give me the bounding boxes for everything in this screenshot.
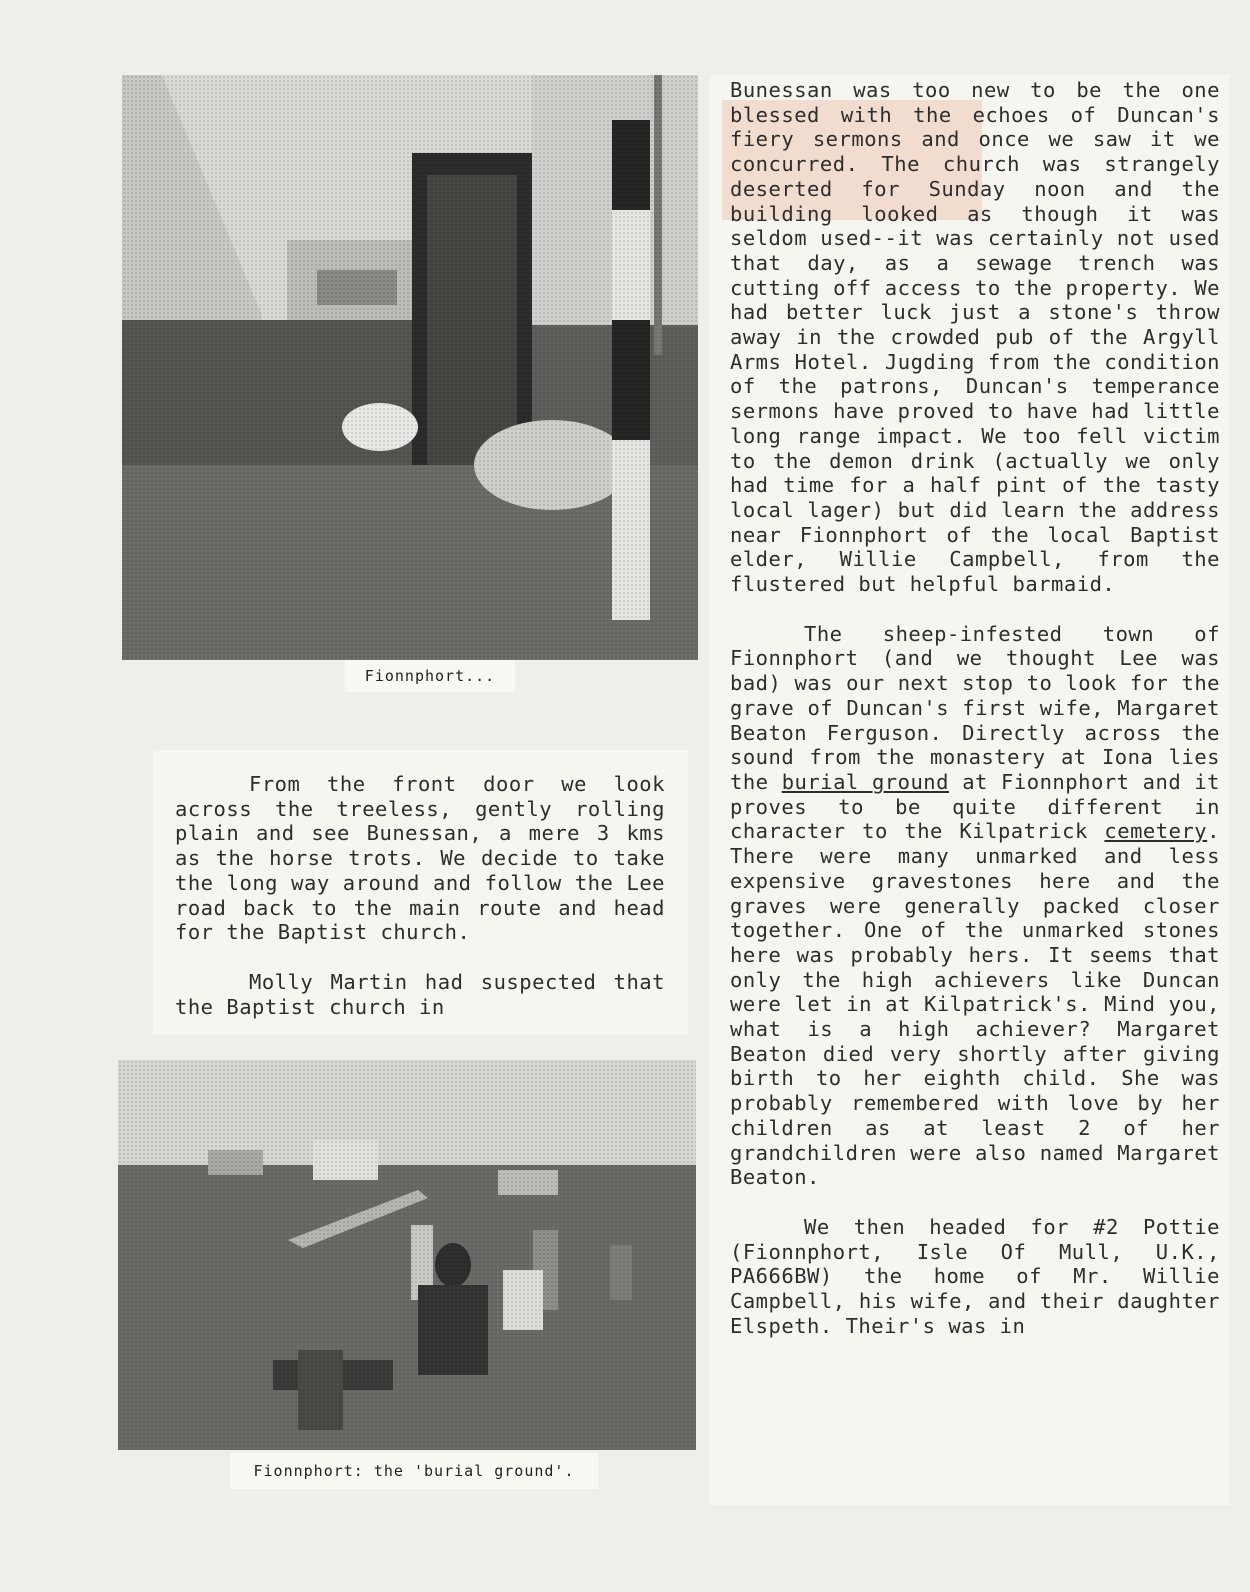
right-paragraph-2 — [730, 622, 1220, 1190]
right-paragraph-2-part-b: at Fionnphort and it proves to be quite different in character to the Kilpatrick — [730, 769, 1221, 844]
right-paragraph-1: Bunessan was too new to be the one blessed with the echoes of Duncan's fiery sermons and once we saw it we concurred. The church was strangely deserted for Sunday noon and the building looked as though it was seldom used--it was certainly not used that day, as a sewage trench was cutting off access to the property. We had better luck just a stone's throw away in the crowded pub of the Argyll Arms Hotel. Jugding from the condition of the patrons, Duncan's temperance sermons have proved to have had little long range impact. We too fell victim to the demon drink (actually we only had time for a half pint of the tasty local lager) but did learn the address near Fionnphort of the local Baptist elder, Willie Campbell, from the flustered but helpful barmaid. — [730, 78, 1220, 597]
top-photo-caption: Fionnphort... — [345, 660, 515, 692]
phone-box-sheep-illustration — [122, 75, 698, 660]
right-paragraph-2-part-c: . There were many unmarked and less expensive gravestones here and the graves were generally packed closer together. One of the unmarked stones here was probably hers. It seems that only the high achievers like Duncan were let in at Kilpatrick's. Mind you, what is a high achiever? Margaret Beaton died very shortly after giving birth to her eighth child. She was probably remembered with love by her children as at least 2 of her grandchildren were also named Margaret Beaton. — [730, 819, 1220, 1190]
bottom-photo-caption: Fionnphort: the 'burial ground'. — [230, 1453, 598, 1489]
right-text-column — [730, 78, 1220, 1338]
photo-phone-box-sheep — [122, 75, 698, 660]
left-paragraph-1: From the front door we look across the treeless, gently rolling plain and see Bunessan, a mere 3 kms as the horse trots. We decide to take the long way around and follow the Lee road back to the main route and head for the Baptist church. — [175, 772, 665, 945]
cemetery-underlined: cemetery — [1104, 819, 1208, 844]
right-paragraph-3: We then headed for #2 Pottie (Fionnphort, Isle Of Mull, U.K., PA666BW) the home of Mr. Willie Campbell, his wife, and their daughter Elspeth. Their's was in — [730, 1214, 1220, 1338]
right-paragraph-2-part-a: The sheep-infested town of Fionnphort (and we thought Lee was bad) was our next stop to look for the grave of Duncan's first wife, Margaret Beaton Ferguson. Directly across the sound from the monastery at Iona lies the — [730, 621, 1220, 794]
photo-burial-ground — [118, 1060, 696, 1450]
burial-ground-underlined: burial ground — [781, 769, 949, 794]
burial-ground-illustration — [118, 1060, 696, 1450]
left-text-column — [175, 772, 665, 1019]
left-paragraph-2: Molly Martin had suspected that the Baptist church in — [175, 969, 665, 1019]
